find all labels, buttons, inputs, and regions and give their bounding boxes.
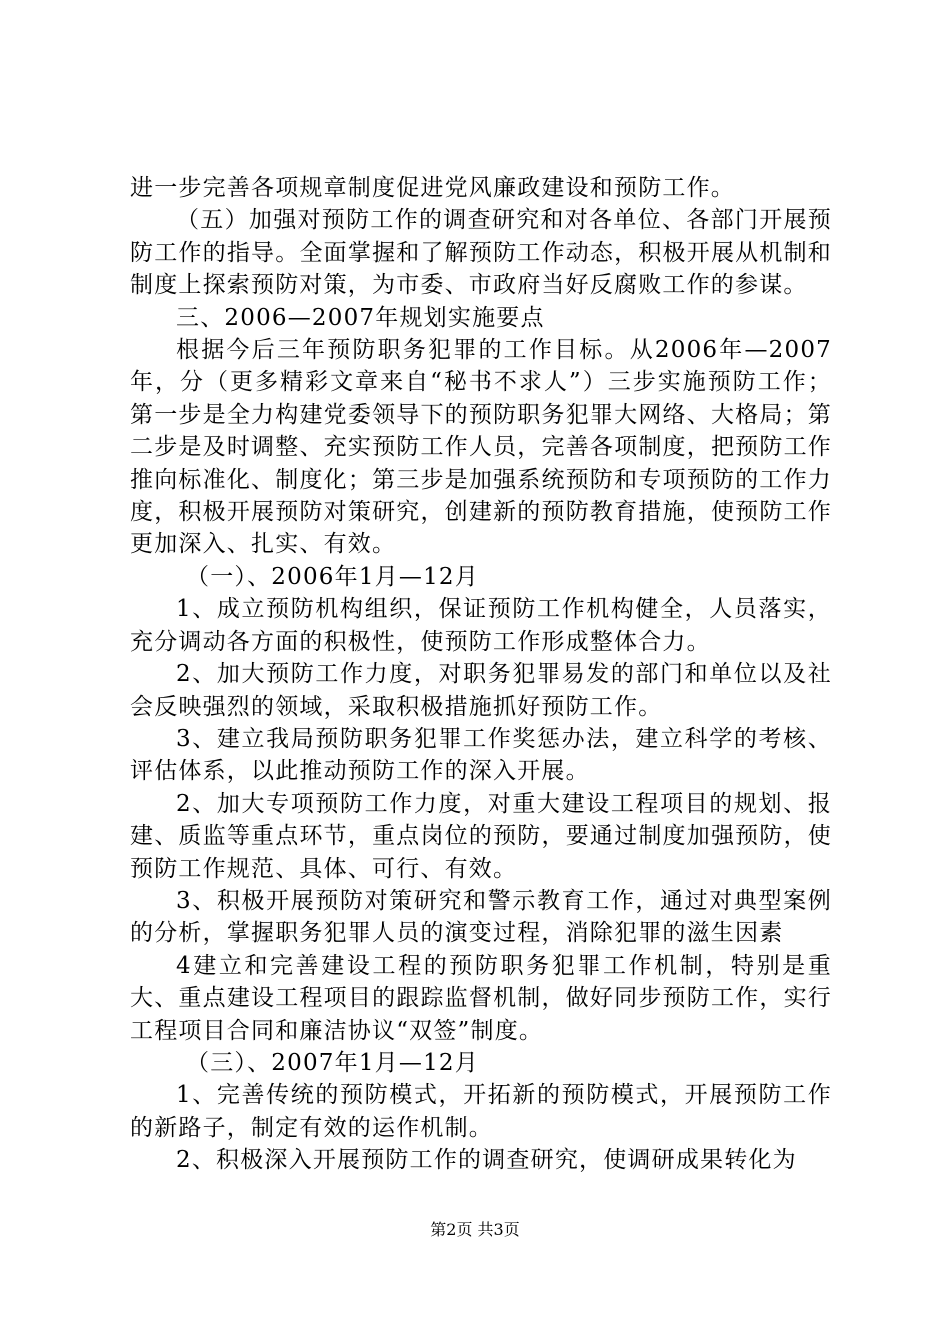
list-item-2007-1: 1、完善传统的预防模式，开拓新的预防模式，开展预防工作的新路子，制定有效的运作机制。: [130, 1082, 832, 1141]
page-footer: [0, 1220, 950, 1240]
list-item-2007-2: 2、积极深入开展预防工作的调查研究，使调研成果转化为: [176, 1147, 797, 1174]
list-item-special-4: 4建立和完善建设工程的预防职务犯罪工作机制，特别是重大、重点建设工程项目的跟踪监督机制，做好同步预防工作，实行工程项目合同和廉洁协议“双签”制度。: [130, 952, 832, 1044]
list-item-special-2: 2、加大专项预防工作力度，对重大建设工程项目的规划、报建、质监等重点环节，重点岗位的预防，要通过制度加强预防，使预防工作规范、具体、可行、有效。: [130, 790, 832, 882]
paragraph-plan-overview: 根据今后三年预防职务犯罪的工作目标。从2006年—2007年，分（更多精彩文章来自“秘书不求人”）三步实施预防工作；第一步是全力构建党委领导下的预防职务犯罪大网络、大格局；第二步是及时调整、充实预防工作人员，完善各项制度，把预防工作推向标准化、制度化；第三步是加强系统预防和专项预防的工作力度，积极开展预防对策研究，创建新的预防教育措施，使预防工作更加深入、扎实、有效。: [130, 337, 832, 558]
paragraph-continuation: 进一步完善各项规章制度促进党风廉政建设和预防工作。: [130, 175, 735, 201]
list-item-2006-1: 1、成立预防机构组织，保证预防工作机构健全，人员落实，充分调动各方面的积极性，使预防工作形成整体合力。: [130, 596, 832, 655]
heading-section-three: 三、2006—2007年规划实施要点: [176, 304, 545, 331]
paragraph-section-five: （五）加强对预防工作的调查研究和对各单位、各部门开展预防工作的指导。全面掌握和了解预防工作动态，积极开展从机制和制度上探索预防对策，为市委、市政府当好反腐败工作的参谋。: [130, 207, 832, 299]
list-item-2006-2: 2、加大预防工作力度，对职务犯罪易发的部门和单位以及社会反映强烈的领域，采取积极措施抓好预防工作。: [130, 661, 832, 720]
heading-2006-period: （一）、2006年1月—12月: [186, 563, 479, 590]
heading-2007-period: （三）、2007年1月—12月: [186, 1049, 479, 1076]
list-item-special-3: 3、积极开展预防对策研究和警示教育工作，通过对典型案例的分析，掌握职务犯罪人员的演变过程，消除犯罪的滋生因素: [130, 887, 832, 947]
page-number-label: 第2页 共3页: [430, 1220, 520, 1239]
document-body: [130, 172, 832, 1177]
list-item-2006-3: 3、建立我局预防职务犯罪工作奖惩办法，建立科学的考核、评估体系，以此推动预防工作的深入开展。: [130, 725, 832, 785]
